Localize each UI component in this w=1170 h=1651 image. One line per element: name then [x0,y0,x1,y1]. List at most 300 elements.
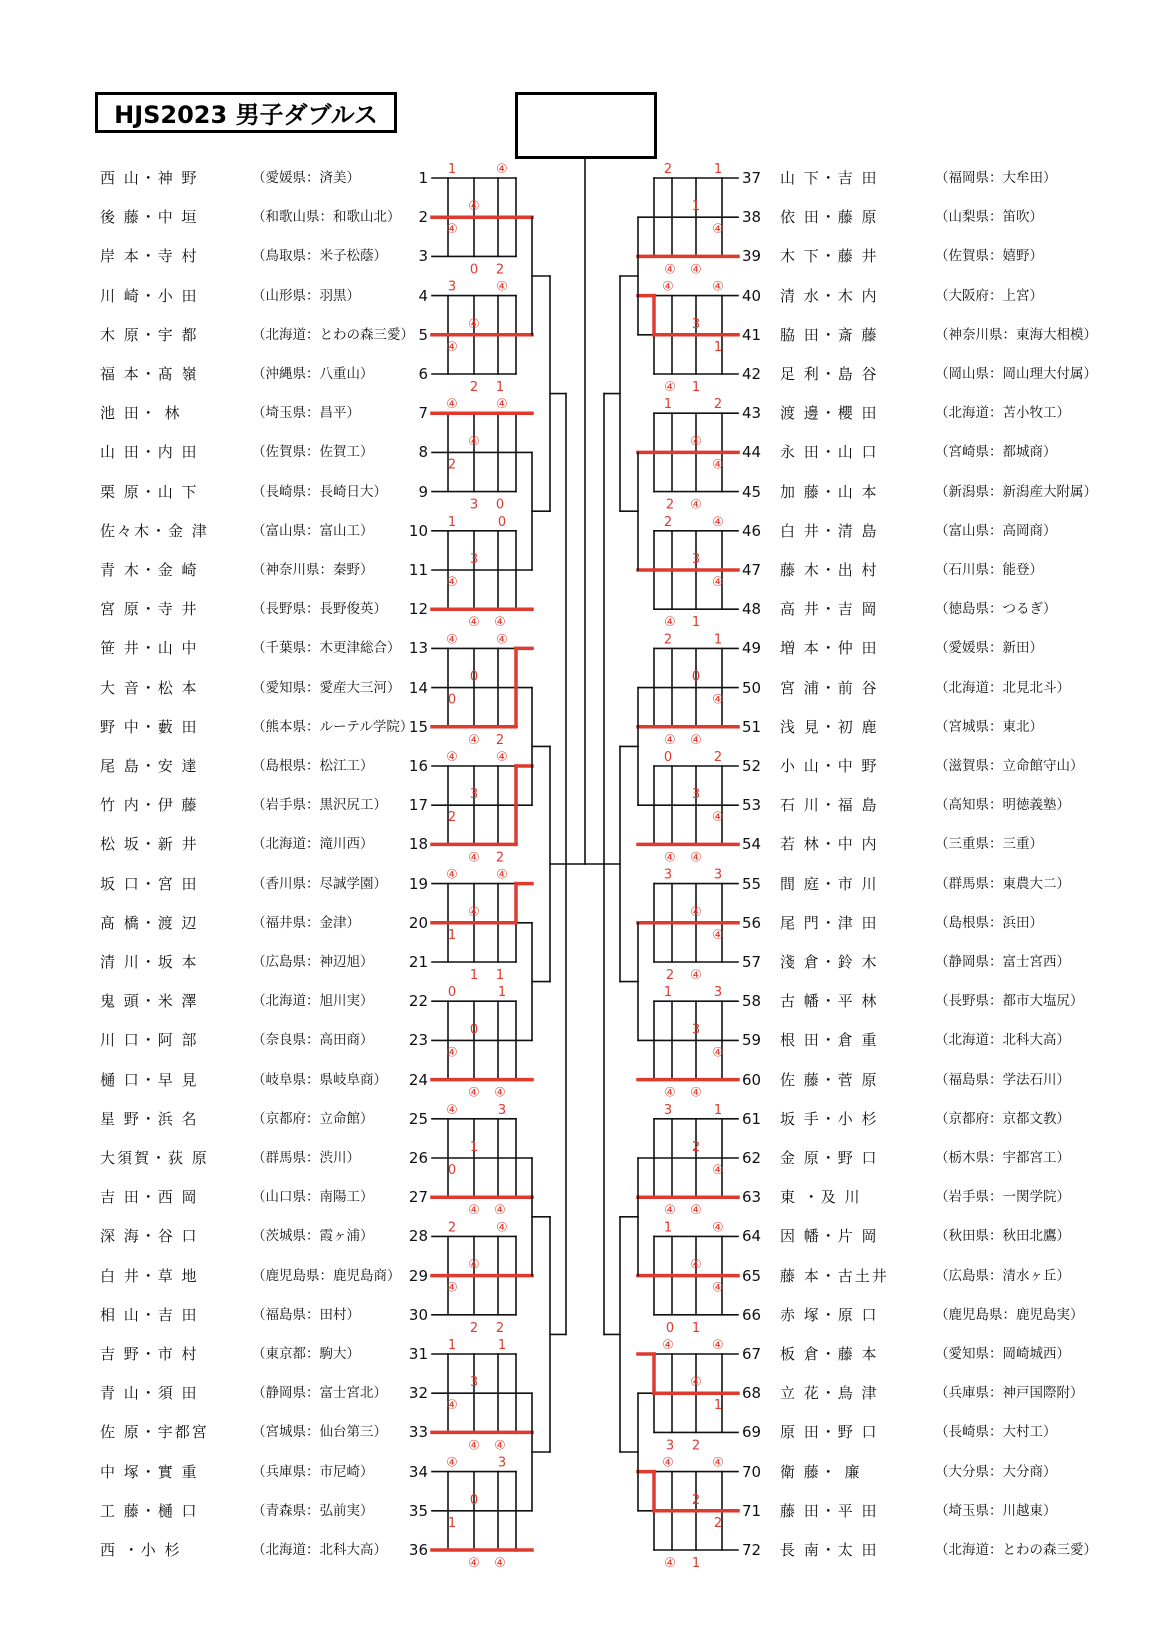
score-label: 2 [495,850,505,866]
score-label: 3 [691,1022,701,1038]
score-label: 0 [469,669,479,685]
entry-number: 3 [418,247,428,266]
entry-number: 52 [742,757,762,775]
score-label: 2 [713,1515,723,1531]
entry-number: 48 [742,600,762,619]
entry-number: 21 [408,953,428,971]
entry-school: （福井県：金津） [252,914,360,931]
score-label: ④ [690,1085,702,1101]
entry-names: 清 川・坂 本 [100,953,199,971]
score-label: 1 [447,1515,457,1531]
entry-number: 10 [408,521,428,540]
entry-school: （京都府：立命館） [252,1110,374,1127]
entry-number: 1 [418,169,428,187]
score-label: ④ [468,850,480,866]
entry-number: 66 [742,1305,762,1324]
score-label: 1 [691,1556,701,1571]
score-label: ④ [712,1045,724,1061]
entry-number: 30 [408,1305,428,1324]
entry-school: （長崎県：大村工） [935,1424,1057,1441]
score-label: 3 [663,867,673,883]
score-label: ④ [494,1085,506,1101]
score-label: 3 [691,552,701,567]
score-label: ④ [468,615,480,631]
score-label: ④ [494,615,506,631]
score-label: 2 [663,162,673,177]
score-label: ④ [446,1455,458,1471]
entry-number: 60 [742,1070,762,1089]
entry-school: （岡山県：岡山理大付属） [935,366,1097,382]
entry-number: 32 [408,1384,428,1403]
entry-names: 渡 邊・櫻 田 [780,404,879,423]
score-label: 3 [469,787,479,803]
entry-names: 川 口・阿 部 [100,1031,199,1050]
entry-number: 58 [742,992,762,1011]
entry-number: 33 [408,1423,428,1442]
entry-names: 古 幡・平 林 [780,992,879,1011]
entry-names: 若 林・中 内 [780,835,879,854]
entry-names: 福 本・髙 嶺 [100,365,199,383]
entry-names: 東 ・及 川 [780,1188,862,1207]
score-label: ④ [664,1203,676,1219]
score-label: 3 [713,867,723,883]
score-label: ④ [662,279,674,295]
score-label: ④ [712,1455,724,1471]
entry-number: 15 [408,717,428,736]
score-label: 0 [469,1492,479,1508]
entry-names: 坂 手・小 杉 [780,1109,879,1128]
entry-number: 28 [408,1227,428,1246]
entry-names: 川 崎・小 田 [100,286,199,305]
entry-number: 6 [418,365,428,383]
entry-number: 35 [408,1501,428,1520]
entry-school: （石川県：能登） [935,562,1043,578]
entry-number: 27 [408,1188,428,1207]
entry-number: 59 [742,1031,762,1050]
entry-school: （三重県：三重） [935,836,1043,853]
score-label: ④ [468,1085,480,1101]
entry-names: 藤 田・平 田 [780,1501,879,1520]
score-label: ④ [690,1375,702,1391]
score-label: ④ [664,262,676,278]
score-label: ④ [468,316,480,332]
entry-school: （北海道：北科大高） [252,1542,387,1558]
entry-names: 山 下・吉 田 [780,169,879,187]
entry-names: 髙 橋・渡 辺 [100,913,199,932]
score-label: ④ [446,397,458,413]
score-label: ④ [496,867,508,883]
score-label: 0 [447,1163,457,1178]
entry-school: （埼玉県：昌平） [252,405,360,422]
entry-names: 木 下・藤 井 [780,247,879,266]
entry-number: 41 [742,325,762,344]
score-label: ④ [690,1203,702,1219]
score-label: ④ [468,732,480,748]
entry-school: （沖縄県：八重山） [252,366,374,382]
entry-names: 永 田・山 口 [780,443,879,462]
score-label: ④ [690,968,702,983]
entry-names: 佐 藤・菅 原 [780,1070,879,1089]
score-label: 3 [447,279,457,295]
score-label: 0 [663,750,673,765]
entry-number: 51 [742,717,762,736]
entry-school: （佐賀県：嬉野） [935,248,1043,265]
score-label: ④ [446,1045,458,1061]
entry-names: 増 本・仲 田 [780,639,879,658]
entry-number: 65 [742,1266,762,1285]
score-label: 1 [713,1398,723,1414]
entry-school: （熊本県：ルーテル学院） [252,718,414,735]
score-label: 3 [713,985,723,1001]
score-label: 1 [713,162,723,177]
entry-number: 42 [742,365,762,383]
entry-names: 大 音・松 本 [100,678,199,697]
score-label: 0 [495,497,505,513]
score-label: 2 [665,968,675,983]
entry-school: （北海道：とわの森三愛） [252,326,414,343]
entry-number: 8 [418,443,428,462]
entry-names: 脇 田・斎 藤 [780,325,879,344]
entry-school: （神奈川県：秦野） [252,562,374,578]
entry-school: （愛知県：愛産大三河） [252,679,401,696]
score-label: 0 [665,1320,675,1336]
entry-school: （愛媛県：済美） [252,170,360,186]
score-label: ④ [664,615,676,631]
score-label: ④ [664,1556,676,1571]
score-label: 2 [447,1220,457,1236]
score-label: ④ [690,904,702,920]
entry-names: 因 幡・片 岡 [780,1227,879,1246]
score-label: 1 [691,615,701,631]
entry-school: （高知県：明徳義塾） [935,797,1070,814]
score-label: 1 [663,985,673,1001]
entry-number: 20 [408,913,428,932]
score-label: 3 [469,497,479,513]
entry-number: 36 [408,1541,428,1559]
entry-school: （岩手県：一関学院） [935,1189,1070,1206]
entry-number: 47 [742,561,762,579]
score-label: ④ [712,810,724,826]
entry-names: 西 山・神 野 [100,169,199,187]
score-label: 3 [497,1455,507,1471]
entry-names: 岸 本・寺 村 [100,247,199,266]
entry-number: 13 [408,639,428,658]
entry-number: 31 [408,1345,428,1363]
entry-number: 40 [742,286,762,305]
entry-number: 4 [418,286,428,305]
entry-names: 坂 口・宮 田 [100,874,199,893]
score-label: ④ [690,850,702,866]
score-label: ④ [468,1556,480,1571]
entry-number: 54 [742,835,762,854]
entry-number: 69 [742,1423,762,1442]
score-label: ④ [468,434,480,450]
score-label: ④ [494,1556,506,1571]
entry-school: （青森県：弘前実） [252,1502,374,1519]
entry-names: 青 山・須 田 [100,1384,199,1403]
score-label: ④ [712,1280,724,1296]
score-label: 2 [495,262,505,278]
score-label: 2 [713,750,723,765]
score-label: ④ [446,222,458,238]
entry-names: 樋 口・早 見 [100,1070,199,1089]
entry-school: （兵庫県：神戸国際附） [935,1385,1084,1402]
entry-school: （群馬県：東農大二） [935,875,1070,892]
entry-names: 青 木・金 崎 [100,561,199,579]
entry-names: 足 利・島 谷 [780,365,879,383]
score-label: 1 [691,380,701,395]
entry-school: （北海道：滝川西） [252,836,374,853]
score-label: 1 [497,985,507,1001]
score-label: ④ [446,1102,458,1118]
entry-school: （富山県：高岡商） [935,522,1057,539]
entry-school: （佐賀県：佐賀工） [252,444,374,461]
entry-number: 49 [742,639,762,658]
entry-school: （静岡県：富士宮北） [252,1385,387,1402]
score-label: 2 [713,397,723,413]
entry-school: （静岡県：富士宮西） [935,954,1070,970]
score-label: 1 [497,1338,507,1353]
score-label: ④ [712,1220,724,1236]
entry-number: 34 [408,1462,428,1481]
entry-school: （島根県：松江工） [252,758,374,774]
entry-school: （大阪府：上宮） [935,287,1043,304]
entry-school: （岐阜県：県岐阜商） [252,1071,387,1088]
entry-school: （福島県：学法石川） [935,1071,1070,1088]
entry-school: （山口県：南陽工） [252,1189,374,1206]
entry-school: （長野県：都市大塩尻） [935,993,1084,1010]
score-label: 2 [495,732,505,748]
entry-names: 白 井・草 地 [100,1266,199,1285]
entry-names: 石 川・福 島 [780,796,879,815]
entry-school: （長崎県：長崎日大） [252,483,387,500]
entry-number: 63 [742,1188,762,1207]
entry-school: （北海道：苫小牧工） [935,405,1070,422]
entry-number: 24 [408,1070,428,1089]
entry-number: 9 [418,482,428,501]
entry-school: （北海道：北科大高） [935,1032,1070,1049]
entry-school: （鹿児島県：鹿児島商） [252,1267,401,1284]
score-label: 3 [469,1375,479,1391]
score-label: 1 [713,339,723,355]
entry-names: 松 坂・新 井 [100,835,199,854]
score-label: 0 [691,669,701,685]
entry-number: 26 [408,1149,428,1167]
entry-school: （奈良県：高田商） [252,1032,374,1049]
entry-names: 星 野・浜 名 [100,1109,199,1128]
page-title: HJS2023 男子ダブルス [95,92,397,133]
score-label: 2 [663,514,673,530]
score-label: ④ [662,1338,674,1353]
score-label: 3 [691,787,701,803]
entry-number: 45 [742,482,762,501]
entry-school: （和歌山県：和歌山北） [252,209,401,226]
entry-number: 5 [418,325,428,344]
entry-names: 後 藤・中 垣 [100,208,199,227]
entry-number: 12 [408,600,428,619]
score-label: 2 [665,497,675,513]
entry-school: （島根県：浜田） [935,914,1043,931]
score-label: 1 [713,1102,723,1118]
score-label: ④ [446,867,458,883]
entry-school: （北海道：とわの森三愛） [935,1542,1097,1558]
score-label: ④ [664,732,676,748]
score-label: ④ [468,1257,480,1273]
score-label: ④ [468,904,480,920]
score-label: ④ [664,380,676,395]
entry-names: 野 中・藪 田 [100,717,199,736]
entry-number: 22 [408,992,428,1011]
entry-names: 衛 藤・ 廉 [780,1462,862,1481]
score-label: ④ [494,1438,506,1454]
score-label: 1 [447,1338,457,1353]
entry-names: 浅 見・初 鹿 [780,717,879,736]
entry-school: （愛媛県：新田） [935,640,1043,657]
entry-school: （愛知県：岡崎城西） [935,1346,1070,1362]
score-label: ④ [468,1203,480,1219]
entry-names: 佐 原・宇都宮 [100,1423,209,1442]
entry-school: （東京都：駒大） [252,1346,360,1362]
entry-names: 白 井・清 島 [780,521,879,540]
score-label: 1 [663,397,673,413]
entry-names: 間 庭・市 川 [780,874,879,893]
entry-school: （宮崎県：都城商） [935,444,1057,461]
entry-names: 佐々木・金 津 [100,521,209,540]
entry-number: 38 [742,208,762,227]
entry-names: 板 倉・藤 本 [780,1345,879,1363]
entry-names: 尾 門・津 田 [780,913,879,932]
entry-names: 原 田・野 口 [780,1423,879,1442]
entry-number: 16 [408,757,428,775]
entry-names: 相 山・吉 田 [100,1305,199,1324]
score-label: 1 [447,927,457,943]
entry-number: 18 [408,835,428,854]
entry-names: 宮 原・寺 井 [100,600,199,619]
score-label: 0 [469,1022,479,1038]
entry-names: 中 塚・實 重 [100,1462,199,1481]
entry-school: （富山県：富山工） [252,522,374,539]
score-label: 0 [447,985,457,1001]
score-label: ④ [690,1257,702,1273]
entry-number: 57 [742,953,762,971]
entry-school: （新潟県：新潟産大附属） [935,483,1097,500]
entry-names: 清 水・木 内 [780,286,879,305]
entry-school: （茨城県：霞ヶ浦） [252,1228,374,1245]
entry-number: 2 [418,208,428,227]
entry-school: （長野県：長野俊英） [252,601,387,618]
score-label: ④ [664,1085,676,1101]
entry-school: （滋賀県：立命館守山） [935,758,1084,774]
entry-school: （神奈川県：東海大相模） [935,326,1097,343]
entry-number: 23 [408,1031,428,1050]
entry-school: （群馬県：渋川） [252,1150,360,1166]
score-label: 1 [691,199,701,215]
entry-school: （広島県：清水ヶ丘） [935,1267,1070,1284]
score-label: 1 [447,162,457,177]
entry-number: 37 [742,169,762,187]
entry-school: （大分県：大分商） [935,1463,1057,1480]
score-label: ④ [712,457,724,473]
score-label: 2 [469,380,479,395]
score-label: ④ [446,750,458,765]
entry-school: （山形県：羽黒） [252,287,360,304]
score-label: ④ [446,1280,458,1296]
score-label: 2 [663,632,673,648]
entry-number: 7 [418,404,428,423]
entry-number: 67 [742,1345,762,1363]
entry-names: 宮 浦・前 谷 [780,678,879,697]
score-label: 0 [497,514,507,530]
entry-names: 池 田・ 林 [100,404,182,423]
entry-school: （千葉県：木更津総合） [252,640,401,657]
entry-number: 56 [742,913,762,932]
entry-number: 50 [742,678,762,697]
score-label: ④ [712,222,724,238]
score-label: 3 [497,1102,507,1118]
score-label: ④ [496,397,508,413]
score-label: ④ [664,850,676,866]
entry-school: （鳥取県：米子松蔭） [252,248,387,265]
entry-number: 68 [742,1384,762,1403]
entry-number: 53 [742,796,762,815]
entry-school: （鹿児島県：鹿児島実） [935,1306,1084,1323]
score-label: 2 [447,810,457,826]
entry-school: （徳島県：つるぎ） [935,601,1057,618]
score-label: 2 [495,1320,505,1336]
entry-number: 14 [408,678,428,697]
score-label: ④ [494,1203,506,1219]
score-label: ④ [662,1455,674,1471]
entry-names: 鬼 頭・米 澤 [100,992,199,1011]
entry-number: 11 [408,561,428,579]
entry-school: （北海道：北見北斗） [935,679,1070,696]
entry-number: 72 [742,1541,762,1559]
score-label: ④ [496,279,508,295]
score-label: 1 [469,1140,479,1155]
entry-names: 深 海・谷 口 [100,1227,199,1246]
score-label: 2 [469,1320,479,1336]
entry-names: 山 田・内 田 [100,443,199,462]
entry-number: 19 [408,874,428,893]
entry-school: （秋田県：秋田北鷹） [935,1228,1070,1245]
entry-number: 39 [742,247,762,266]
entry-names: 赤 塚・原 口 [780,1305,879,1324]
score-label: 2 [691,1438,701,1454]
entry-school: （京都府：京都文教） [935,1110,1070,1127]
score-label: ④ [496,162,508,177]
score-label: ④ [446,575,458,590]
entry-names: 竹 内・伊 藤 [100,796,199,815]
score-label: 2 [691,1140,701,1155]
entry-number: 46 [742,521,762,540]
entry-school: （山梨県：笛吹） [935,209,1043,226]
entry-names: 尾 島・安 達 [100,757,199,775]
entry-names: 吉 野・市 村 [100,1345,199,1363]
entry-school: （福島県：田村） [252,1306,360,1323]
entry-names: 加 藤・山 本 [780,482,879,501]
score-label: ④ [712,927,724,943]
score-label: ④ [712,575,724,590]
entry-number: 43 [742,404,762,423]
score-label: 2 [691,1492,701,1508]
entry-names: 長 南・太 田 [780,1541,879,1559]
score-label: ④ [446,632,458,648]
entry-school: （宮城県：東北） [935,718,1043,735]
score-label: ④ [712,279,724,295]
entry-names: 立 花・鳥 津 [780,1384,879,1403]
entry-number: 25 [408,1109,428,1128]
entry-number: 55 [742,874,762,893]
